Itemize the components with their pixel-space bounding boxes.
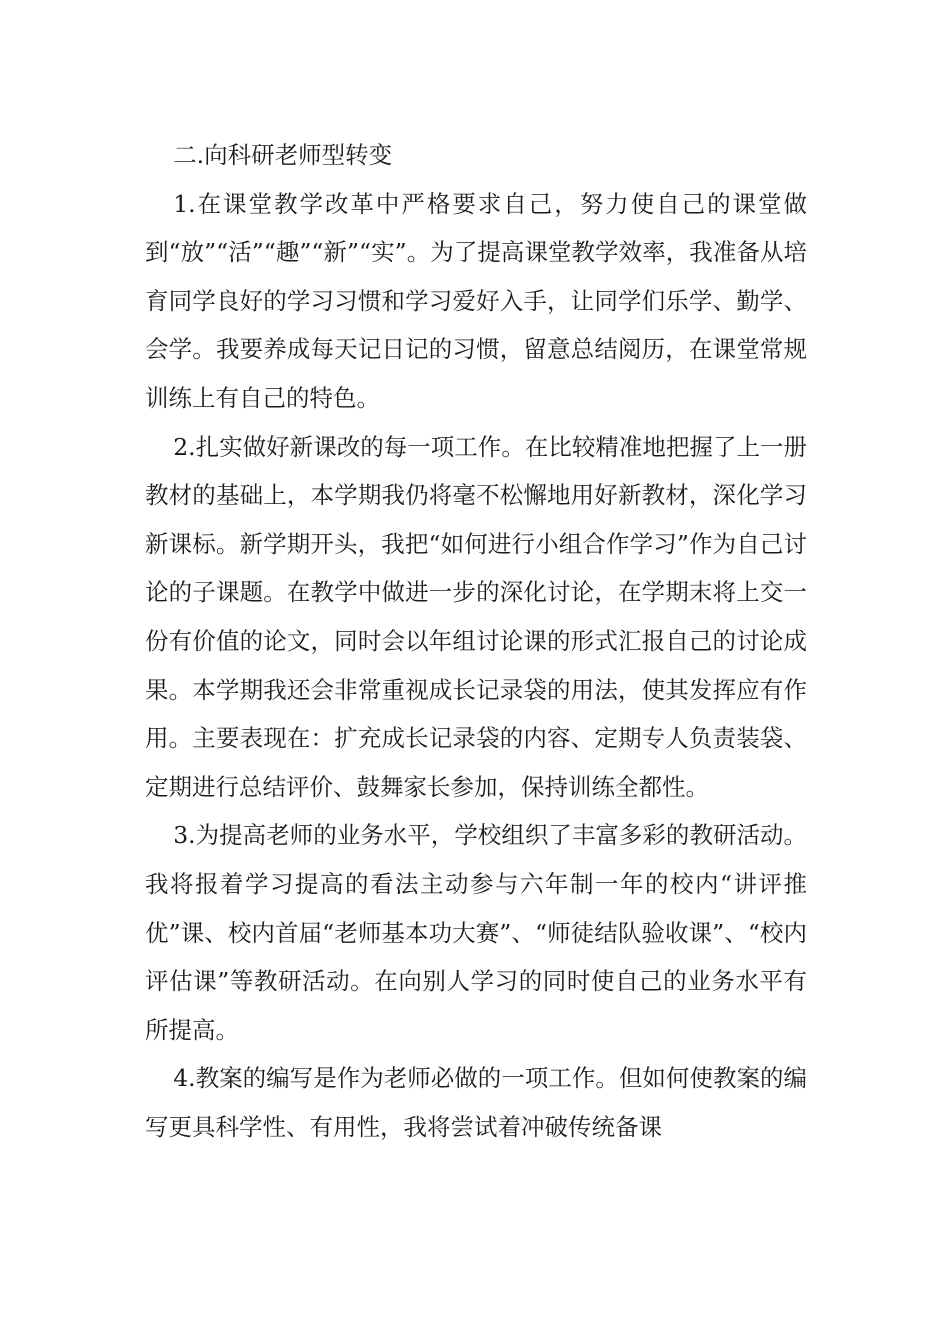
section-heading: 二.向科研老师型转变 — [173, 141, 393, 169]
document-body — [145, 131, 807, 1151]
paragraph-3: 3.为提高老师的业务水平，学校组织了丰富多彩的教研活动。我将报着学习提高的看法主动参与六年制一年的校内“讲评推优”课、校内首届“老师基本功大赛”、“师徒结队验收课”、“校内评估课”等教研活动。在向别人学习的同时使自己的业务水平有所提高。 — [145, 821, 807, 1044]
paragraph-4: 4.教案的编写是作为老师必做的一项工作。但如何使教案的编写更具科学性、有用性，我将尝试着冲破传统备课 — [145, 1064, 807, 1141]
paragraph-1: 1.在课堂教学改革中严格要求自己，努力使自己的课堂做到“放”“活”“趣”“新”“实”。为了提高课堂教学效率，我准备从培育同学良好的学习习惯和学习爱好入手，让同学们乐学、勤学、会学。我要养成每天记日记的习惯，留意总结阅历，在课堂常规训练上有自己的特色。 — [145, 189, 807, 412]
paragraph-2: 2.扎实做好新课改的每一项工作。在比较精准地把握了上一册教材的基础上，本学期我仍将毫不松懈地用好新教材，深化学习新课标。新学期开头，我把“如何进行小组合作学习”作为自己讨论的子课题。在教学中做进一步的深化讨论，在学期末将上交一份有价值的论文，同时会以年组讨论课的形式汇报自己的讨论成果。本学期我还会非常重视成长记录袋的用法，使其发挥应有作用。主要表现在：扩充成长记录袋的内容、定期专人负责装袋、定期进行总结评价、鼓舞家长参加，保持训练全都性。 — [145, 432, 807, 801]
